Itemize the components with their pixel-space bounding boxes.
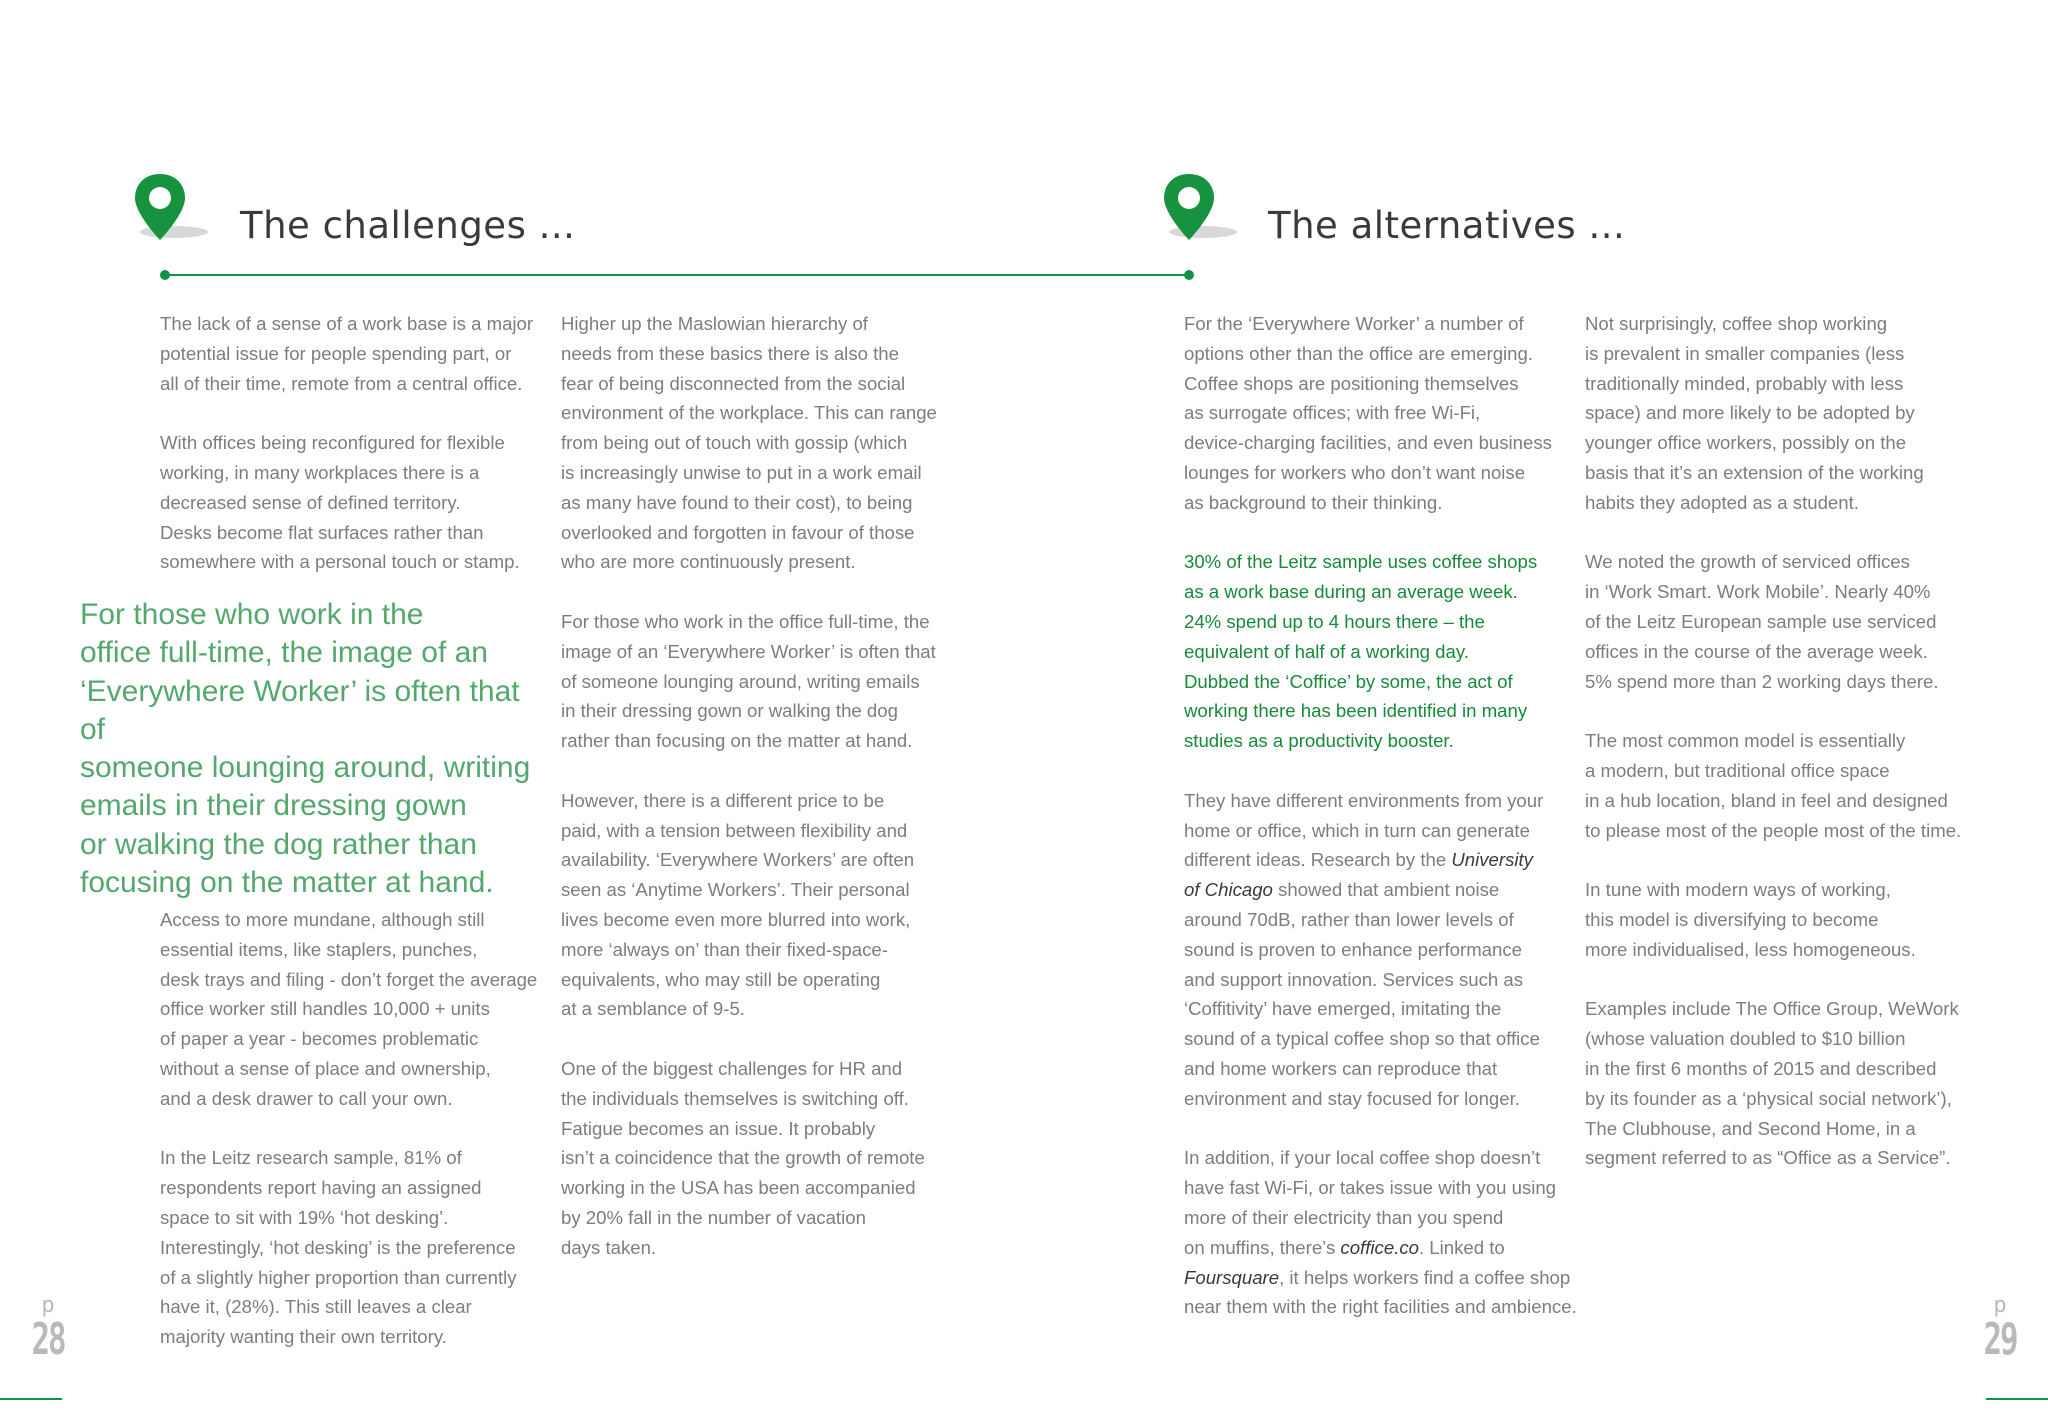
paragraph: Higher up the Maslowian hierarchy of needs from these basics there is also the fear of being disconnected from the social environment of the workplace. This can range from being out of touch with gossip (which is increasingly unwise to put in a work email as many have found to their cost), to being overlooked and forgotten in favour of those who are more continuously present. <box>561 313 937 573</box>
pull-quote: For those who work in the office full-time, the image of an ‘Everywhere Worker’ is often that of someone lounging around, writing emails in their dressing gown or walking the dog rather than focusing on the matter at hand. <box>80 598 531 900</box>
paragraph: In the Leitz research sample, 81% of respondents report having an assigned space to sit with 19% ‘hot desking’. Interestingly, ‘hot desking’ is the preference of a slightly higher proportion than currently have it, (28%). This still leaves a clear majority wanting their own territory. <box>160 1147 517 1348</box>
text-run: , it helps workers find a coffee shop near them with the right facilities and ambience. <box>1184 1266 1577 1318</box>
page-number-left <box>18 1293 78 1365</box>
paragraph <box>1184 786 1584 1114</box>
map-pin-icon <box>132 174 216 244</box>
text-run: In addition, if your local coffee shop doesn’t have fast Wi-Fi, or takes issue with you using more of their electricity than you spend on muffins, there’s <box>1184 1147 1557 1258</box>
page-corner-line-left <box>0 1398 62 1400</box>
paragraph: One of the biggest challenges for HR and the individuals themselves is switching off. Fatigue becomes an issue. It probably isn’t a coincidence that the growth of remote working in the USA has been accompanied by 20% fall in the number of vacation days taken. <box>561 1057 925 1258</box>
section-title-alternatives: The alternatives ... <box>1268 204 1626 247</box>
paragraph: In tune with modern ways of working, this model is diversifying to become more individualised, less homogeneous. <box>1585 879 1916 960</box>
text-run: showed that ambient noise around 70dB, rather than lower levels of sound is proven to enhance performance and support innovation. Services such as ‘Coffitivity’ have emerged, imitating the sound of a typical coffee shop so that office and home workers can reproduce that environment and stay focused for longer. <box>1184 879 1540 1109</box>
column-1-lower <box>160 905 550 1352</box>
map-pin-icon <box>1161 174 1245 244</box>
column-4 <box>1585 309 2005 1173</box>
page-letter: p <box>1993 1293 2007 1318</box>
page-letter: p <box>41 1293 55 1318</box>
italic-link-text: coffice.co <box>1340 1236 1419 1258</box>
paragraph: However, there is a different price to be paid, with a tension between flexibility and availability. ‘Everywhere Workers’ are often seen as ‘Anytime Workers’. Their personal lives become even more blurred into work, more ‘always on’ than their fixed-space- equivalents, who may still be operating at a semblance of 9-5. <box>561 789 915 1020</box>
page-corner-line-right <box>1986 1398 2048 1400</box>
page-number-right <box>1970 1293 2030 1365</box>
column-3 <box>1184 309 1584 1322</box>
paragraph: The most common model is essentially a modern, but traditional office space in a hub location, bland in feel and designed to please most of the people most of the time. <box>1585 730 1962 841</box>
italic-text: Foursquare <box>1184 1266 1280 1288</box>
italic-text: of Chicago <box>1184 879 1273 901</box>
page-number: 29 <box>1983 1314 2017 1365</box>
paragraph <box>1184 1143 1584 1322</box>
paragraph: Access to more mundane, although still essential items, like staplers, punches, desk trays and filing - don’t forget the average office worker still handles 10,000 + units of paper a year - becomes problematic without a sense of place and ownership, and a desk drawer to call your own. <box>160 909 538 1109</box>
section-divider <box>165 274 1189 276</box>
page-number: 28 <box>31 1314 65 1365</box>
text-run: They have different environments from your home or office, which in turn can generate different ideas. Research by the <box>1184 789 1544 871</box>
paragraph: For the ‘Everywhere Worker’ a number of options other than the office are emerging. Coffee shops are positioning themselves as surrogate offices; with free Wi-Fi, device-charging facilities, and even business lounges for workers who don’t want noise as background to their thinking. <box>1184 313 1552 513</box>
column-1-upper <box>160 309 550 577</box>
paragraph: Not surprisingly, coffee shop working is prevalent in smaller companies (less traditionally minded, probably with less space) and more likely to be adopted by younger office workers, possibly on the basis that it’s an extension of the working habits they adopted as a student. <box>1585 313 1924 513</box>
divider-dot-right <box>1184 270 1194 280</box>
text-run: . Linked to <box>1418 1236 1505 1258</box>
column-2 <box>561 309 961 1263</box>
italic-text: University <box>1451 849 1533 871</box>
paragraph: We noted the growth of serviced offices in ‘Work Smart. Work Mobile’. Nearly 40% of the Leitz European sample use serviced offices in the course of the average week. 5% spend more than 2 working days there. <box>1585 551 1939 692</box>
paragraph: With offices being reconfigured for flexible working, in many workplaces there is a decreased sense of defined territory. Desks become flat surfaces rather than somewhere with a personal touch or stamp. <box>160 432 520 573</box>
section-title-challenges: The challenges ... <box>240 204 576 247</box>
paragraph: For those who work in the office full-time, the image of an ‘Everywhere Worker’ is often that of someone lounging around, writing emails in their dressing gown or walking the dog rather than focusing on the matter at hand. <box>561 610 936 752</box>
paragraph: Examples include The Office Group, WeWork (whose valuation doubled to $10 billion in the first 6 months of 2015 and described by its founder as a ‘physical social network’), The Clubhouse, and Second Home, in a segment referred to as “Office as a Service”. <box>1585 998 1959 1169</box>
divider-dot-left <box>160 270 170 280</box>
paragraph: The lack of a sense of a work base is a major potential issue for people spending part, or all of their time, remote from a central office. <box>160 313 534 394</box>
statistic-highlight: 30% of the Leitz sample uses coffee shops as a work base during an average week. 24% spend up to 4 hours there – the equivalent of half of a working day. Dubbed the ‘Coffice’ by some, the act of working there has been identified in many studies as a productivity booster. <box>1184 551 1538 752</box>
